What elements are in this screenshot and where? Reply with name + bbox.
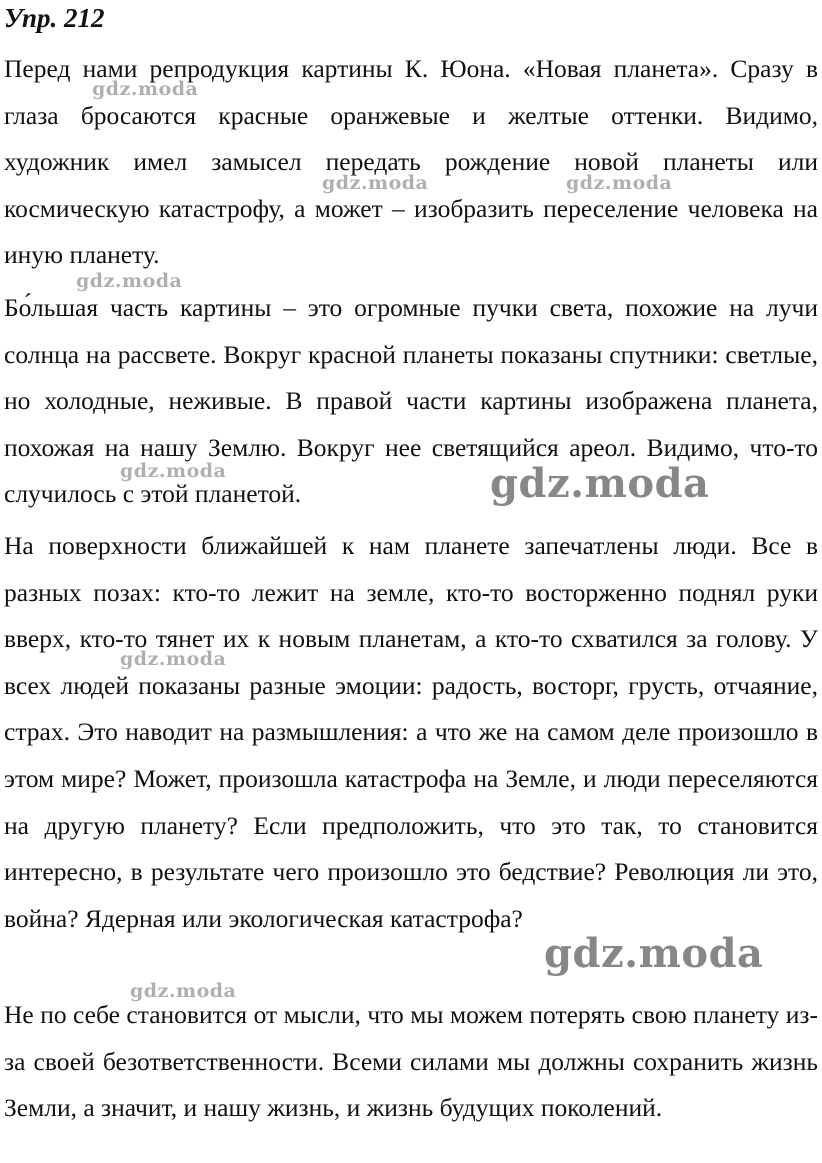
paragraph-4: Не по себе становится от мысли, что мы можем потерять свою планету из-за своей безответственности. Всеми силами мы должны сохранить жизнь Земли, а значит, и нашу жизнь, и жизнь будущих поколений. [4, 1000, 818, 1123]
watermark: gdz.moda [76, 270, 183, 292]
paragraph-2: Бо́льшая часть картины – это огромные пучки света, похожие на лучи солнца на рассвете. Вокруг красной планеты показаны спутники: светлые, но холодные, неживые. В правой части картины изображена планета, похожая на нашу Землю. Вокруг нее светящийся ареол. Видимо, что-то случилось с этой планетой. [4, 293, 818, 509]
watermark: gdz.moda [544, 930, 764, 977]
exercise-title: Упр. 212 [4, 3, 105, 33]
watermark: gdz.moda [130, 980, 237, 1002]
paragraph-1: Перед нами репродукция картины К. Юона. «Новая планета». Сразу в глаза бросаются красные оранжевые и желтые оттенки. Видимо, художник имел замысел передать рождение новой планеты или космическую катастрофу, а может – изобразить переселение человека на иную планету. [4, 54, 818, 270]
watermark: gdz.moda [566, 172, 673, 194]
watermark: gdz.moda [120, 460, 227, 482]
watermark: gdz.moda [120, 648, 227, 670]
watermark: gdz.moda [92, 78, 199, 100]
watermark: gdz.moda [322, 172, 429, 194]
watermark: gdz.moda [490, 460, 710, 507]
paragraph-3: На поверхности ближайшей к нам планете запечатлены люди. Все в разных позах: кто-то лежит на земле, кто-то восторженно поднял руки вверх, кто-то тянет их к новым планетам, а кто-то схватился за голову. У всех людей показаны разные эмоции: радость, восторг, грусть, отчаяние, страх. Это наводит на размышления: а что же на самом деле произошло в этом мире? Может, произошла катастрофа на Земле, и люди переселяются на другую планету? Если предположить, что это так, то становится интересно, в результате чего произошло это бедствие? Революция ли это, война? Ядерная или экологическая катастрофа? [4, 531, 818, 933]
